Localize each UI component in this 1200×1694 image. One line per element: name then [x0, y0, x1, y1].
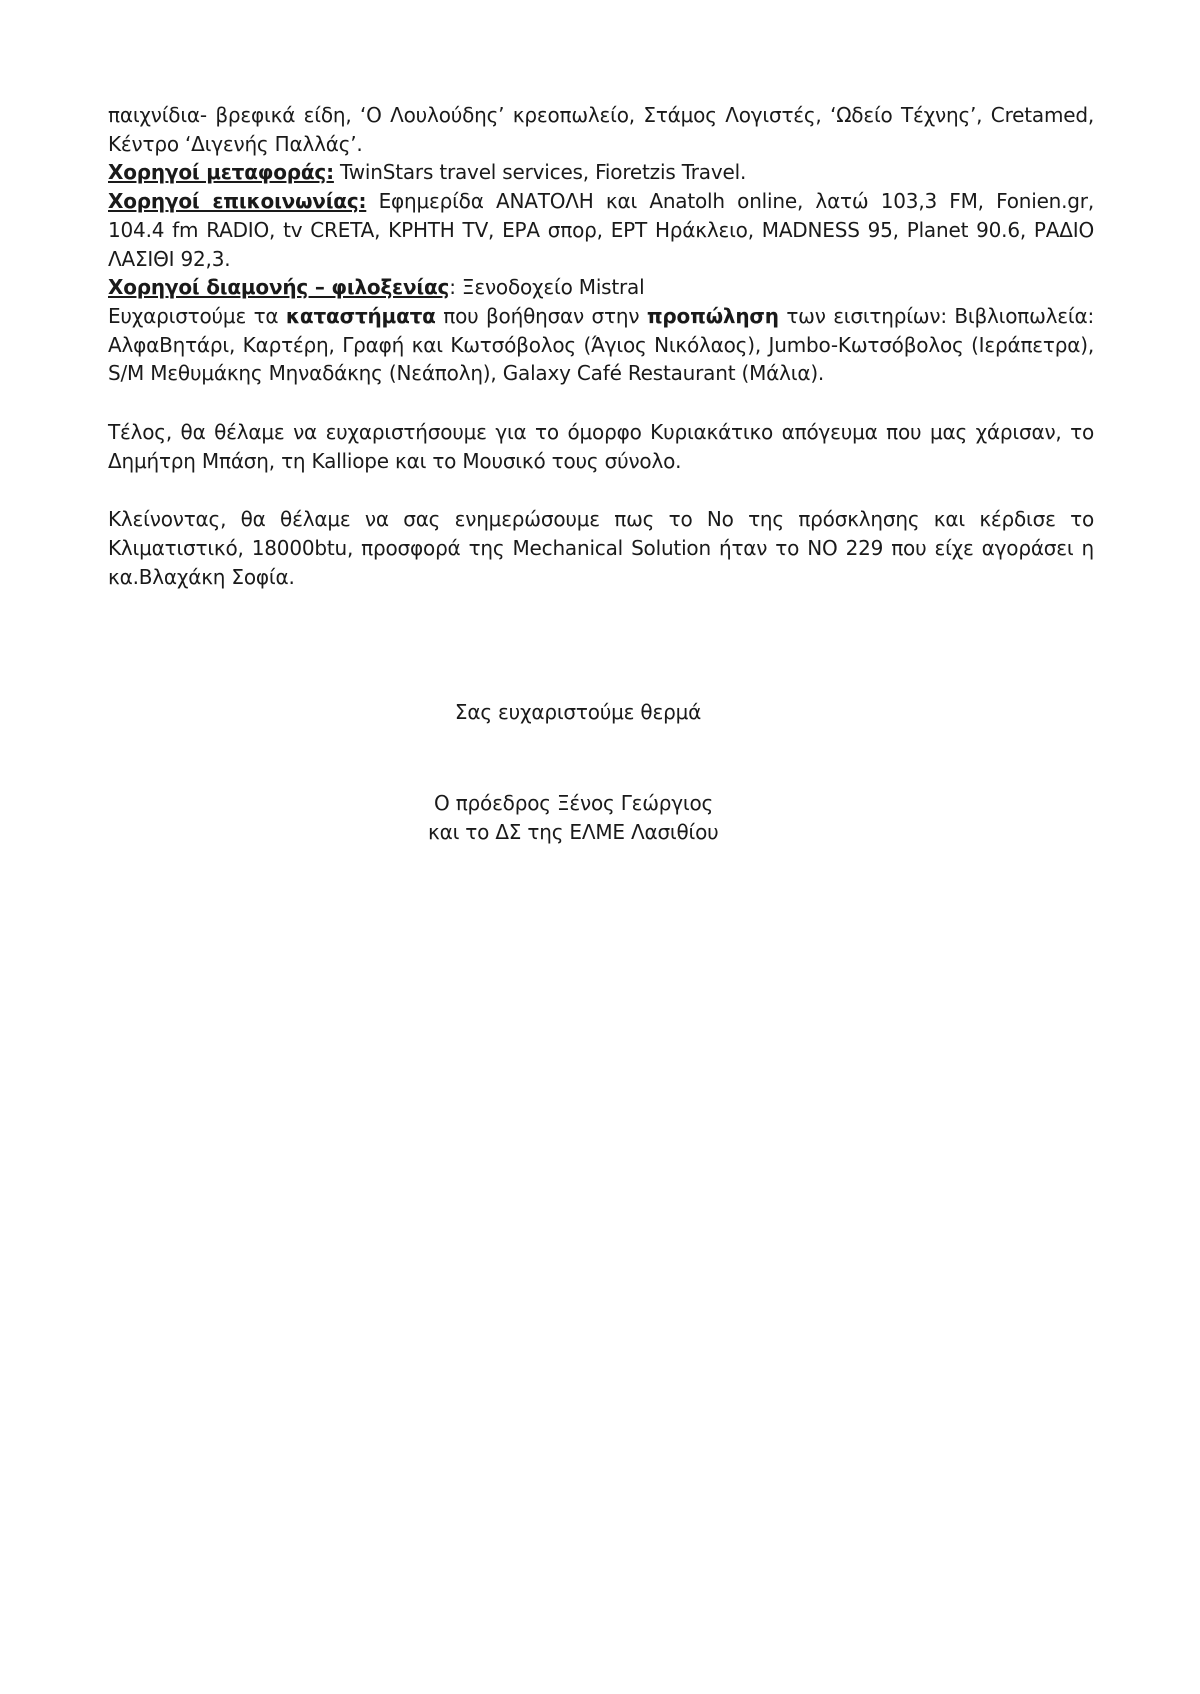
- thanks-line: [0, 698, 1200, 727]
- stores-mid-text: που βοήθησαν στην: [435, 303, 647, 328]
- stores-list-text: των εισιτηρίων: Βιβλιοπωλεία: ΑλφαΒητάρι, Καρτέρη, Γραφή και Κωτσόβολος (Άγιος Νικόλαος), Jumbo-Κωτσόβολος (Ιεράπετρα), S/M Μεθυμάκης Μηναδάκης (Νεάπολη), Galaxy Café Restaurant (Μάλια).: [108, 303, 1094, 386]
- transport-sponsors-text: TwinStars travel services, Fioretzis Travel.: [333, 160, 747, 185]
- communication-sponsors-label: Χορηγοί επικοινωνίας:: [108, 189, 367, 214]
- finally-text: Τέλος, θα θέλαμε να ευχαριστήσουμε για το όμορφο Κυριακάτικο απόγευμα που μας χάρισαν, το Δημήτρη Μπάση, τη Kalliope και το Μουσικό τους σύνολο.: [108, 420, 1094, 473]
- accommodation-sponsors-paragraph: [108, 273, 1094, 302]
- accommodation-sponsors-text: Ξενοδοχείο Mistral: [455, 275, 645, 300]
- thanks-text: Σας ευχαριστούμε θερμά: [454, 700, 702, 724]
- closing-text: Κλείνοντας, θα θέλαμε να σας ενημερώσουμε πως το Νο της πρόσκλησης και κέρδισε το Κλιματιστικό, 18000btu, προσφορά της Mechanical Solution ήταν το ΝΟ 229 που είχε αγοράσει η κα.Βλαχάκη Σοφία.: [108, 507, 1094, 589]
- document-body: [108, 101, 1094, 592]
- transport-sponsors-paragraph: [108, 158, 1094, 187]
- transport-sponsors-label: Χορηγοί μεταφοράς:: [108, 160, 334, 185]
- accommodation-sponsors-label: Χορηγοί διαμονής – φιλοξενίας: [108, 275, 450, 300]
- communication-sponsors-text: Εφημερίδα ΑΝΑΤΟΛΗ και Anatolh online, λατώ 103,3 FM, Fonien.gr, 104.4 fm RADIO, tv CRETA, ΚΡΗΤΗ TV, ΕΡΑ σπορ, ΕΡΤ Ηράκλειο, MADNESS 95, Planet 90.6, ΡΑΔΙΟ ΛΑΣΙΘΙ 92,3.: [108, 189, 1094, 271]
- stores-paragraph: [108, 302, 1094, 388]
- signature-board: και το ΔΣ της ΕΛΜΕ Λασιθίου: [428, 819, 719, 844]
- closing-paragraph: [108, 505, 1094, 591]
- stores-intro-text: Ευχαριστούμε τα: [108, 303, 286, 328]
- sponsors-paragraph: [108, 101, 1094, 158]
- paragraph-spacer: [108, 475, 1094, 505]
- communication-sponsors-paragraph: [108, 187, 1094, 273]
- presale-bold-word: προπώληση: [646, 303, 779, 328]
- finally-paragraph: [108, 418, 1094, 475]
- signature-president: Ο πρόεδρος Ξένος Γεώργιος: [434, 791, 714, 815]
- accommodation-sponsors-colon: :: [449, 275, 456, 300]
- stores-bold-word: καταστήματα: [285, 303, 436, 328]
- paragraph-spacer: [108, 388, 1094, 418]
- sponsors-list-text: παιχνίδια- βρεφικά είδη, ‘Ο Λουλούδης’ κρεοπωλείο, Στάμος Λογιστές, ‘Ωδείο Τέχνης’, Cretamed, Κέντρο ‘Διγενής Παλλάς’.: [108, 103, 1094, 156]
